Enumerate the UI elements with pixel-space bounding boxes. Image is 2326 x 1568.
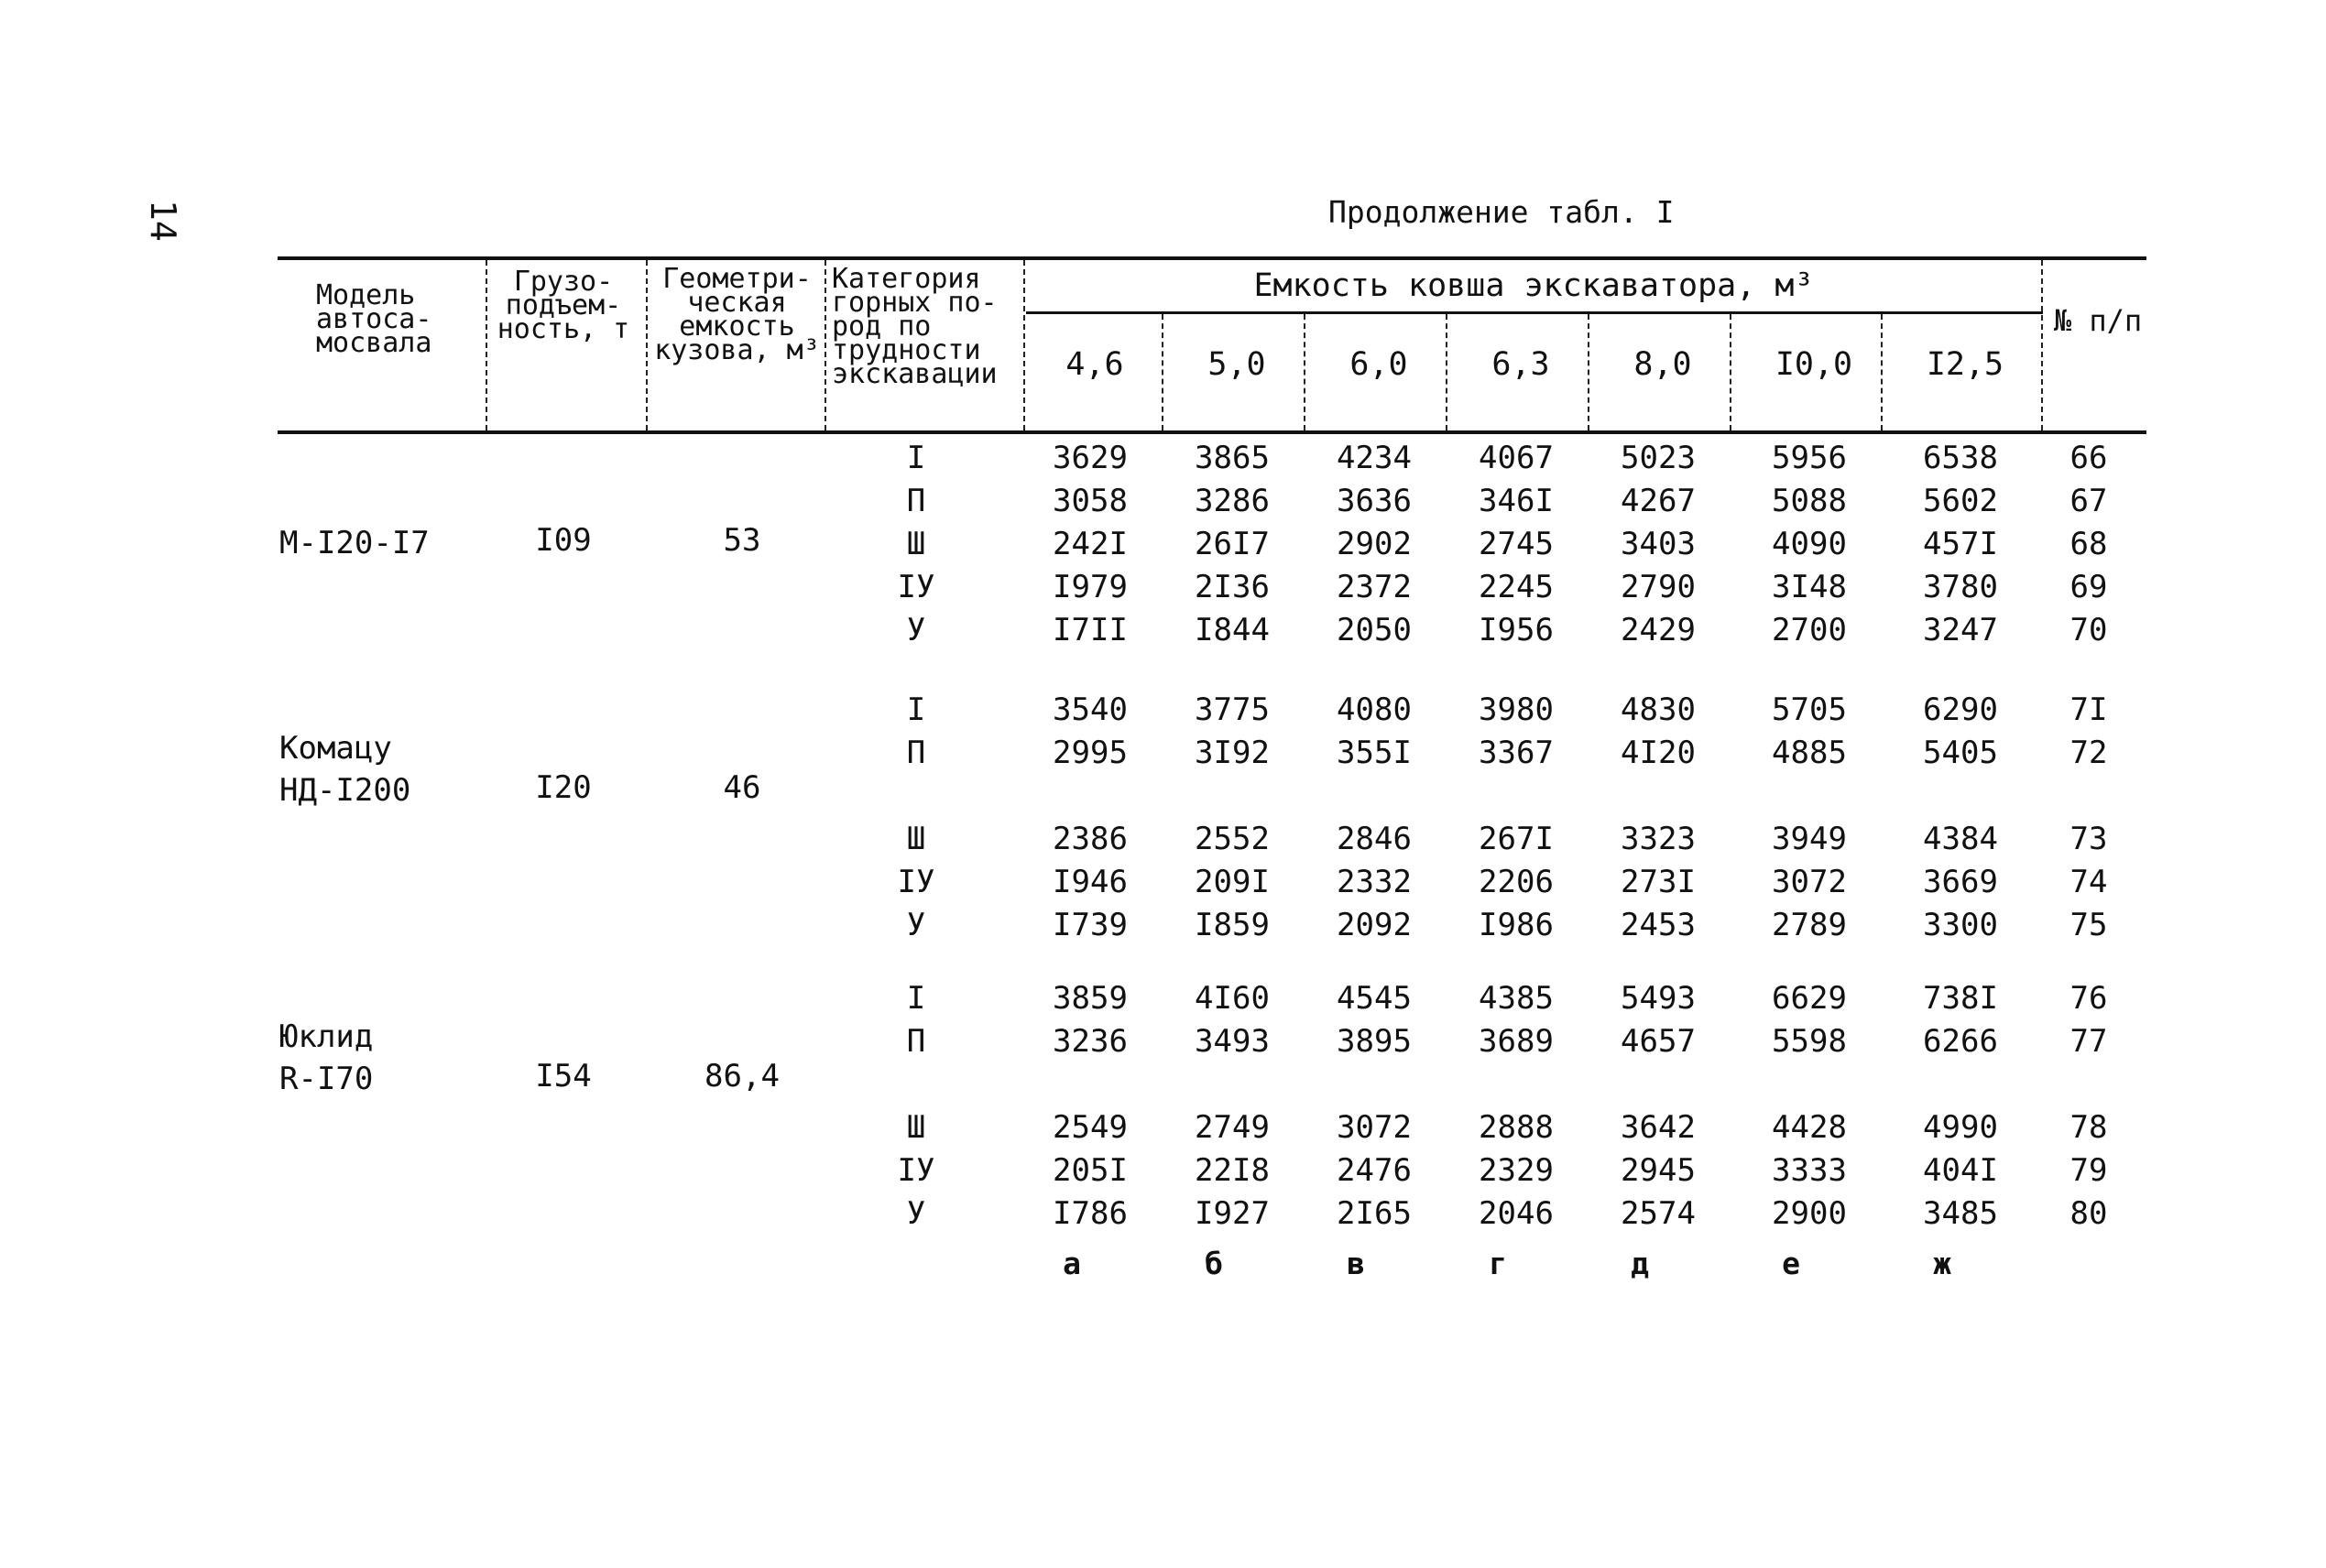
bucket-size-header: 4,6: [1065, 346, 1124, 383]
table-cell: 4080: [1337, 691, 1412, 728]
header-capacity: Грузо- подъем- ность, т: [497, 266, 630, 345]
table-cell: 2790: [1621, 569, 1696, 605]
bucket-size-header: 6,3: [1491, 346, 1550, 383]
rock-category: П: [906, 735, 926, 771]
model-name-line: Юклид: [279, 1018, 374, 1055]
table-cell: 355I: [1337, 735, 1412, 771]
rock-category: IУ: [897, 1152, 935, 1189]
table-cell: 4384: [1923, 821, 1998, 857]
table-cell: I979: [1053, 569, 1128, 605]
table-cell: 205I: [1053, 1152, 1128, 1189]
table-cell: I7II: [1053, 612, 1128, 648]
table-cell: 4385: [1479, 980, 1554, 1017]
header-divider: [1588, 314, 1589, 430]
row-number: 72: [2069, 735, 2108, 771]
table-cell: 3636: [1337, 483, 1412, 519]
table-cell: 346I: [1479, 483, 1554, 519]
table-cell: 3629: [1053, 440, 1128, 476]
table-cell: 2552: [1195, 821, 1270, 857]
row-number: 66: [2069, 440, 2108, 476]
header-divider: [646, 260, 648, 430]
table-cell: 6538: [1923, 440, 1998, 476]
row-number: 70: [2069, 612, 2108, 648]
table-cell: 3236: [1053, 1023, 1128, 1060]
table-cell: 3780: [1923, 569, 1998, 605]
rock-category: I: [906, 440, 926, 476]
table-cell: 3323: [1621, 821, 1696, 857]
table-cell: 5088: [1772, 483, 1847, 519]
header-model: Модель автоса- мосвала: [316, 279, 432, 359]
rock-category: I: [906, 980, 926, 1017]
table-cell: 2I36: [1195, 569, 1270, 605]
rock-category: П: [906, 483, 926, 519]
table-cell: 5705: [1772, 691, 1847, 728]
header-divider: [2041, 260, 2043, 430]
header-divider: [1304, 314, 1305, 430]
header-divider: [1446, 314, 1447, 430]
table-cell: 2476: [1337, 1152, 1412, 1189]
model-name: [279, 522, 430, 564]
body-volume: 53: [723, 522, 761, 559]
bucket-subheader-rule: [1026, 311, 2043, 314]
table-cell: 3I48: [1772, 569, 1847, 605]
table-cell: 2945: [1621, 1152, 1696, 1189]
table-cell: 3895: [1337, 1023, 1412, 1060]
rock-category: IУ: [897, 569, 935, 605]
body-volume: 46: [723, 769, 761, 806]
table-cell: 3540: [1053, 691, 1128, 728]
table-cell: 4267: [1621, 483, 1696, 519]
row-number: 69: [2069, 569, 2108, 605]
table-cell: 2206: [1479, 864, 1554, 900]
table-cell: 3689: [1479, 1023, 1554, 1060]
table-cell: 2453: [1621, 907, 1696, 943]
table-cell: 3485: [1923, 1195, 1998, 1232]
table-cell: 4I20: [1621, 735, 1696, 771]
row-number: 77: [2069, 1023, 2108, 1060]
table-cell: 3980: [1479, 691, 1554, 728]
table-cell: 2I65: [1337, 1195, 1412, 1232]
bucket-size-header: I0,0: [1775, 346, 1853, 383]
table-cell: 3286: [1195, 483, 1270, 519]
column-letter: б: [1205, 1246, 1223, 1281]
rock-category: П: [906, 1023, 926, 1060]
table-cell: 4990: [1923, 1109, 1998, 1146]
table-cell: 5023: [1621, 440, 1696, 476]
table-cell: 3865: [1195, 440, 1270, 476]
table-cell: 273I: [1621, 864, 1696, 900]
table-cell: 3333: [1772, 1152, 1847, 1189]
model-name-line: Комацу: [279, 730, 392, 767]
table-cell: 5956: [1772, 440, 1847, 476]
header-divider: [1881, 314, 1883, 430]
table-cell: 2429: [1621, 612, 1696, 648]
row-number: 67: [2069, 483, 2108, 519]
table-cell: 4885: [1772, 735, 1847, 771]
rock-category: Ш: [906, 1109, 926, 1146]
table-cell: I927: [1195, 1195, 1270, 1232]
table-cell: 3493: [1195, 1023, 1270, 1060]
table-cell: 4090: [1772, 526, 1847, 562]
table-cell: 2846: [1337, 821, 1412, 857]
table-cell: I986: [1479, 907, 1554, 943]
row-number: 7I: [2069, 691, 2108, 728]
page-number: 14: [143, 200, 183, 242]
row-number: 80: [2069, 1195, 2108, 1232]
table-cell: 2902: [1337, 526, 1412, 562]
table-cell: 2046: [1479, 1195, 1554, 1232]
column-letter: д: [1631, 1246, 1649, 1281]
body-volume: 86,4: [704, 1058, 780, 1094]
table-cell: 2050: [1337, 612, 1412, 648]
row-number: 79: [2069, 1152, 2108, 1189]
header-divider: [486, 260, 487, 430]
table-cell: 2745: [1479, 526, 1554, 562]
table-cell: 6629: [1772, 980, 1847, 1017]
table-cell: 2789: [1772, 907, 1847, 943]
table-cell: 22I8: [1195, 1152, 1270, 1189]
table-cell: 5405: [1923, 735, 1998, 771]
table-cell: 3403: [1621, 526, 1696, 562]
bucket-size-header: 6,0: [1349, 346, 1408, 383]
table-cell: 4I60: [1195, 980, 1270, 1017]
rock-category: У: [906, 907, 926, 943]
column-letter: г: [1489, 1246, 1507, 1281]
table-cell: 3072: [1337, 1109, 1412, 1146]
header-divider: [1162, 314, 1163, 430]
model-name-line: R-I70: [279, 1061, 374, 1097]
table-cell: 3775: [1195, 691, 1270, 728]
table-cell: 267I: [1479, 821, 1554, 857]
header-bottom-rule: [278, 430, 2146, 434]
table-cell: 2888: [1479, 1109, 1554, 1146]
model-name-line: НД-I200: [279, 772, 411, 809]
table-cell: 2372: [1337, 569, 1412, 605]
table-continuation-title: Продолжение табл. I: [1328, 194, 1675, 230]
column-letter: ж: [1933, 1246, 1951, 1281]
table-cell: 2329: [1479, 1152, 1554, 1189]
table-cell: I946: [1053, 864, 1128, 900]
table-cell: I956: [1479, 612, 1554, 648]
table-cell: 2332: [1337, 864, 1412, 900]
table-cell: 3859: [1053, 980, 1128, 1017]
table-cell: I739: [1053, 907, 1128, 943]
rock-category: У: [906, 1195, 926, 1232]
table-cell: 457I: [1923, 526, 1998, 562]
table-cell: I859: [1195, 907, 1270, 943]
load-capacity: I54: [535, 1058, 592, 1094]
header-bucket-capacity: Емкость ковша экскаватора, м³: [1253, 267, 1814, 304]
table-cell: 6290: [1923, 691, 1998, 728]
model-name-line: М-I20-I7: [279, 525, 430, 561]
table-cell: 3072: [1772, 864, 1847, 900]
table-cell: I786: [1053, 1195, 1128, 1232]
table-cell: 3367: [1479, 735, 1554, 771]
rock-category: Ш: [906, 526, 926, 562]
table-cell: 3300: [1923, 907, 1998, 943]
table-cell: 2995: [1053, 735, 1128, 771]
model-name: [279, 1016, 373, 1100]
table-cell: 242I: [1053, 526, 1128, 562]
table-cell: 738I: [1923, 980, 1998, 1017]
rock-category: I: [906, 691, 926, 728]
table-cell: 2092: [1337, 907, 1412, 943]
table-cell: 2700: [1772, 612, 1847, 648]
table-cell: 5598: [1772, 1023, 1847, 1060]
table-cell: 5493: [1621, 980, 1696, 1017]
table-cell: 3058: [1053, 483, 1128, 519]
table-cell: 4830: [1621, 691, 1696, 728]
row-number: 75: [2069, 907, 2108, 943]
header-divider: [824, 260, 826, 430]
column-letter: е: [1782, 1246, 1800, 1281]
rock-category: Ш: [906, 821, 926, 857]
table-cell: 6266: [1923, 1023, 1998, 1060]
header-volume: Геометри- ческая емкость кузова, м³: [654, 263, 820, 366]
table-cell: 3247: [1923, 612, 1998, 648]
table-cell: 3642: [1621, 1109, 1696, 1146]
column-letter: в: [1347, 1246, 1365, 1281]
table-cell: 4657: [1621, 1023, 1696, 1060]
row-number: 76: [2069, 980, 2108, 1017]
table-cell: 3949: [1772, 821, 1847, 857]
bucket-size-header: 8,0: [1633, 346, 1692, 383]
table-cell: 2245: [1479, 569, 1554, 605]
model-name: [279, 727, 410, 811]
column-letter: а: [1063, 1246, 1081, 1281]
rock-category: У: [906, 612, 926, 648]
table-cell: 2386: [1053, 821, 1128, 857]
row-number: 74: [2069, 864, 2108, 900]
table-cell: 3I92: [1195, 735, 1270, 771]
rock-category: IУ: [897, 864, 935, 900]
table-cell: 404I: [1923, 1152, 1998, 1189]
table-cell: 5602: [1923, 483, 1998, 519]
table-cell: 3669: [1923, 864, 1998, 900]
table-cell: 209I: [1195, 864, 1270, 900]
row-number: 68: [2069, 526, 2108, 562]
load-capacity: I20: [535, 769, 592, 806]
row-number: 73: [2069, 821, 2108, 857]
table-cell: 4545: [1337, 980, 1412, 1017]
header-divider: [1730, 314, 1731, 430]
header-row-number: № п/п: [2053, 303, 2143, 338]
header-divider: [1023, 260, 1025, 430]
bucket-size-header: 5,0: [1207, 346, 1266, 383]
table-cell: 2574: [1621, 1195, 1696, 1232]
row-number: 78: [2069, 1109, 2108, 1146]
table-cell: 4428: [1772, 1109, 1847, 1146]
table-cell: I844: [1195, 612, 1270, 648]
table-cell: 2749: [1195, 1109, 1270, 1146]
table-top-rule: [278, 256, 2146, 260]
table-cell: 2549: [1053, 1109, 1128, 1146]
table-cell: 2900: [1772, 1195, 1847, 1232]
load-capacity: I09: [535, 522, 592, 559]
header-category: Категория горных по- род по трудности экскавации: [832, 263, 998, 390]
bucket-size-header: I2,5: [1926, 346, 2004, 383]
table-cell: 4067: [1479, 440, 1554, 476]
table-cell: 26I7: [1195, 526, 1270, 562]
table-cell: 4234: [1337, 440, 1412, 476]
